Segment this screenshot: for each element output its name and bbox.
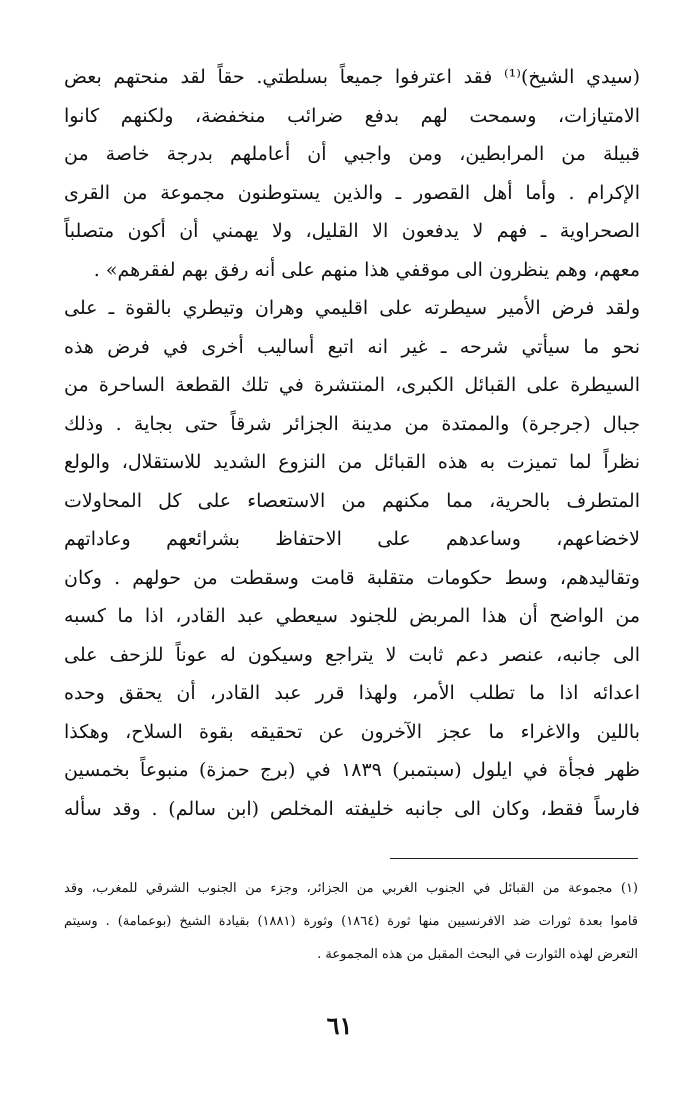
- footnotes: [64, 872, 638, 971]
- text-line: قبيلة من المرابطين، ومن واجبي أن أعاملهم بدرجة خاصة من: [64, 143, 640, 165]
- text-line: جبال (جرجرة) والممتدة من مدينة الجزائر شرقاً حتى بجاية . وذلك: [64, 412, 640, 435]
- text-line: الإكرام . وأما أهل القصور ـ والذين يستوطنون مجموعة من القرى: [64, 181, 640, 204]
- text-line: المتطرف بالحرية، مما مكنهم من الاستعصاء على كل المحاولات: [64, 489, 640, 512]
- text-line: السيطرة على القبائل الكبرى، المنتشرة في تلك القطعة الساحرة من: [64, 374, 640, 396]
- text-line: الصحراوية ـ فهم لا يدفعون الا القليل، ولا يهمني أن أكون متصلباً: [64, 220, 640, 242]
- text-line: فارساً فقط، وكان الى جانبه خليفته المخلص (ابن سالم) . وقد سأله: [64, 797, 640, 820]
- main-text: [64, 58, 640, 828]
- text-line: لاخضاعهم، وساعدهم على الاحتفاظ بشرائعهم وعاداتهم: [64, 528, 640, 550]
- text-line: نحو ما سيأتي شرحه ـ غير انه اتبع أساليب أخرى في فرض هذه: [64, 335, 640, 358]
- text-line: ظهر فجأة في ايلول (سبتمبر) ١٨٣٩ في (برج حمزة) منبوعاً بخمسين: [64, 759, 640, 781]
- text-line: (سيدي الشيخ)⁽¹⁾ فقد اعترفوا جميعاً بسلطتي. حقاً لقد منحتهم بعض: [64, 66, 640, 88]
- text-line: وتقاليدهم، وسط حكومات متقلبة قامت وسقطت من حولهم . وكان: [64, 566, 640, 589]
- text-line: نظراً لما تميزت به هذه القبائل من النزوع الشديد للاستقلال، والولع: [64, 451, 640, 473]
- text-line: الى جانبه، عنصر دعم ثابت لا يتراجع وسيكون له عوناً للزحف على: [64, 643, 640, 666]
- footnote-line: التعرض لهذه الثوارت في البحث المقبل من هذه المجموعة .: [317, 947, 638, 962]
- footnote-line: قاموا بعدة ثورات ضد الافرنسيين منها ثورة (١٨٦٤) وثورة (١٨٨١) بقيادة الشيخ (بوعمامة) . وسيتم: [64, 914, 638, 929]
- text-line: اعدائه اذا ما تطلب الأمر، ولهذا قرر عبد القادر، أن يحقق وحده: [64, 682, 640, 704]
- text-line: من الواضح أن هذا المربض للجنود سيعطي عبد القادر، اذا ما كسبه: [64, 605, 640, 627]
- footnote-divider: [390, 858, 638, 859]
- text-line: الامتيازات، وسمحت لهم بدفع ضرائب منخفضة، ولكنهم كانوا: [64, 104, 640, 127]
- text-line: باللين والاغراء ما عجز الآخرون عن تحقيقه بقوة السلاح، وهكذا: [64, 720, 640, 743]
- page-number: ٦١: [326, 1011, 353, 1040]
- footnote-line: (١) مجموعة من القبائل في الجنوب الغربي من الجزائر، وجزء من الجنوب الشرقي للمغرب، وقد: [64, 881, 638, 896]
- text-line: ولقد فرض الأمير سيطرته على اقليمي وهران وتيطري بالقوة ـ على: [64, 297, 640, 319]
- text-line: معهم، وهم ينظرون الى موقفي هذا منهم على أنه رفق بهم لفقرهم» .: [93, 258, 640, 281]
